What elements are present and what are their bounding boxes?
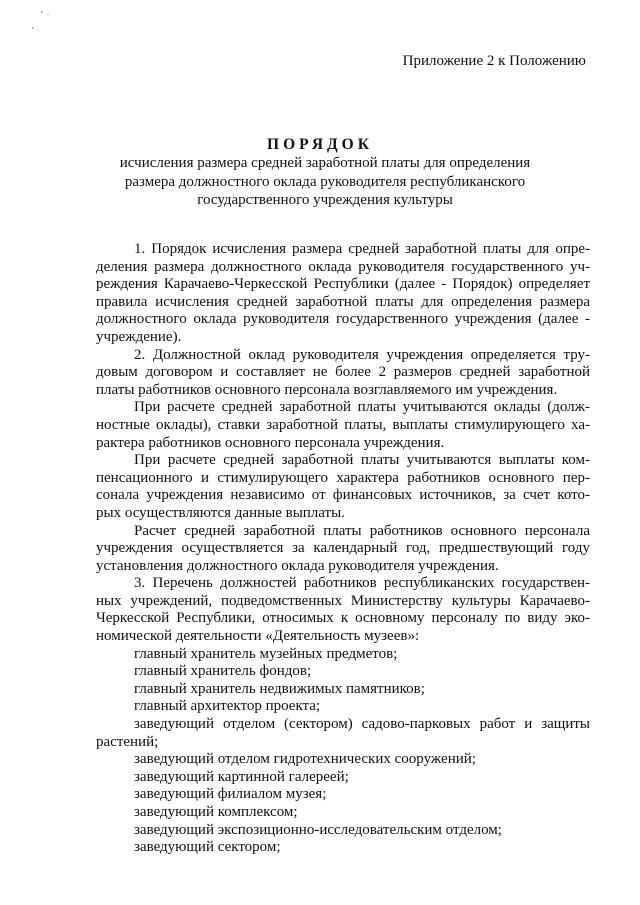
text-line: сонала учреждения независимо от финансовых источников, за счет кото- [96, 487, 590, 504]
annex-reference: Приложение 2 к Положению [402, 53, 586, 69]
text-line: платы работников основного персонала возглавляемого им учреждения. [96, 381, 558, 398]
text-line: учреждение). [96, 328, 182, 345]
paragraph-1 [96, 241, 590, 347]
paragraph-3 [96, 399, 590, 452]
text-line: рых осуществляются данные выплаты. [96, 504, 345, 521]
paragraph-6 [96, 575, 590, 645]
text-line: 1. Порядок исчисления размера средней заработной платы для опре- [134, 241, 590, 257]
text-line: должностного оклада руководителя государственного учреждения (далее - [96, 311, 590, 328]
text-line: растений; [96, 733, 159, 750]
list-item: главный хранитель недвижимых памятников; [134, 680, 425, 697]
text-line: установления должностного оклада руководителя учреждения. [96, 557, 499, 574]
paragraph-2 [96, 347, 590, 400]
text-line: Расчет средней заработной платы работников основного персонала [134, 522, 590, 539]
text-line: реждения Карачаево-Черкесской Республики (далее - Порядок) определяет [96, 276, 590, 293]
text-line: При расчете средней заработной платы учитываются выплаты ком- [134, 452, 590, 469]
text-line: правила исчисления средней заработной платы для определения размера [96, 293, 590, 310]
list-item: заведующий экспозиционно-исследовательским отделом; [134, 821, 502, 838]
paragraph-4 [96, 452, 590, 522]
text-line: довым договором и составляет не более 2 размеров средней заработной [96, 364, 590, 381]
text-line: учреждения осуществляется за календарный год, предшествующий году [96, 540, 590, 557]
subtitle-line: государственного учреждения культуры [197, 192, 453, 208]
list-item: заведующий картинной галереей; [134, 768, 349, 785]
list-item: заведующий отделом гидротехнических сооружений; [134, 751, 476, 768]
document-subtitle [100, 154, 550, 210]
text-line: Черкесской Республики, относимых к основному персоналу по виду эко- [96, 610, 590, 627]
document-body [96, 241, 590, 857]
list-item: заведующий филиалом музея; [134, 786, 327, 803]
list-item: главный хранитель фондов; [134, 663, 312, 680]
text-line: деления размера должностного оклада руководителя государственного уч- [96, 258, 590, 275]
text-line: 3. Перечень должностей работников республиканских государствен- [134, 575, 590, 592]
text-line: 2. Должностной оклад руководителя учреждения определяется тру- [134, 346, 590, 363]
scan-specks [30, 8, 60, 38]
list-item: главный архитектор проекта; [134, 698, 321, 715]
text-line: заведующий отделом (сектором) садово-парковых работ и защиты [134, 716, 590, 733]
text-line: ных учреждений, подведомственных Министерству культуры Карачаево- [96, 592, 590, 609]
text-line: При расчете средней заработной платы учитываются оклады (долж- [134, 399, 590, 416]
list-item: заведующий сектором; [134, 839, 281, 856]
document-title: ПОРЯДОК [267, 136, 373, 153]
list-item: главный хранитель музейных предметов; [134, 645, 398, 662]
paragraph-5 [96, 523, 590, 576]
subtitle-line: исчисления размера средней заработной платы для определения [119, 155, 531, 171]
subtitle-line: размера должностного оклада руководителя республиканского [124, 173, 526, 190]
text-line: пенсационного и стимулирующего характера работников основного пер- [96, 469, 590, 486]
text-line: рактера работников основного персонала учреждения. [96, 434, 445, 451]
text-line: ностные оклады), ставки заработной платы, выплаты стимулирующего ха- [96, 416, 590, 433]
list-item: заведующий комплексом; [134, 804, 298, 820]
list-item [96, 716, 590, 751]
text-line: номической деятельности «Деятельность музеев»: [96, 628, 420, 645]
